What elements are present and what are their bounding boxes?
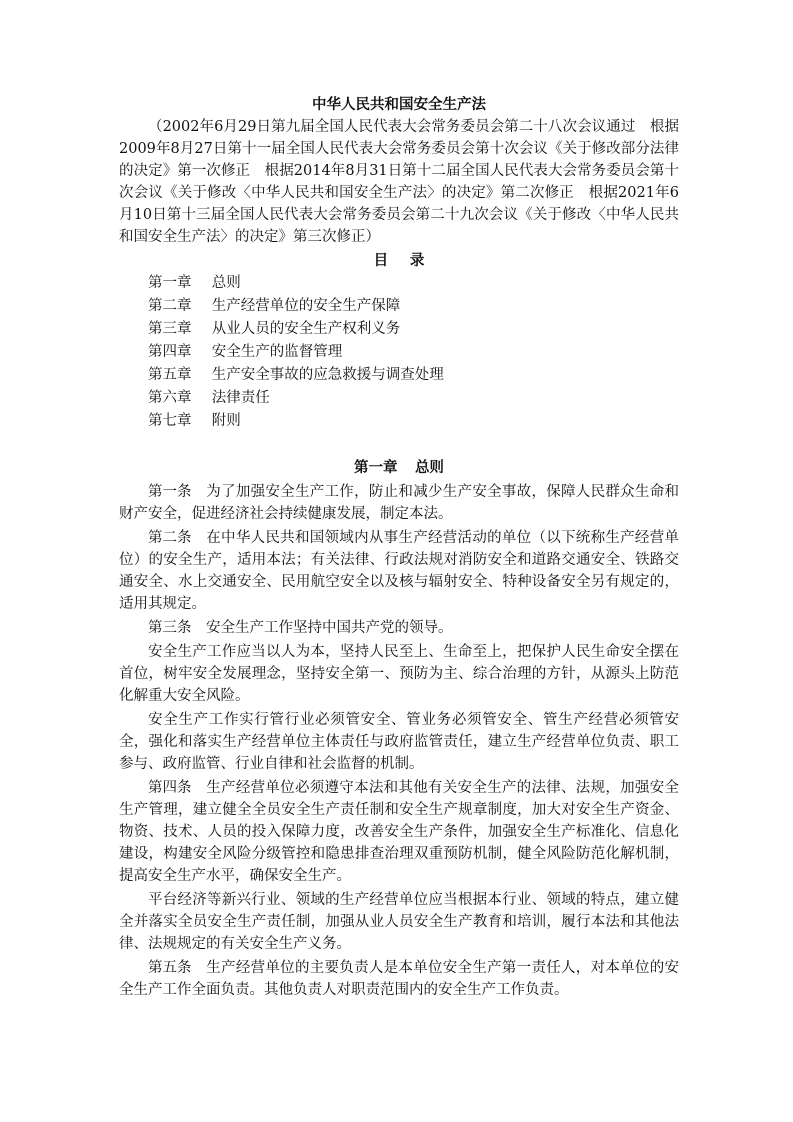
toc-item-number: 第三章 bbox=[148, 321, 192, 337]
chapter-number: 第一章 bbox=[354, 459, 398, 476]
article-text: 生产经营单位的主要负责人是本单位安全生产第一责任人，对本单位的安全生产工作全面负责。其他负责人对职责范围内的安全生产工作负责。 bbox=[119, 960, 679, 998]
article-text: 在中华人民共和国领域内从事生产经营活动的单位（以下统称生产经营单位）的安全生产，适用本法；有关法律、行政法规对消防安全和道路交通安全、铁路交通安全、水上交通安全、民用航空安全以及核与辐射安全、特种设备安全另有规定的，适用其规定。 bbox=[119, 530, 679, 612]
toc-item-title: 法律责任 bbox=[211, 390, 270, 406]
toc-item bbox=[119, 341, 679, 364]
toc-item-number: 第二章 bbox=[148, 298, 192, 314]
article-number: 第三条 bbox=[148, 620, 192, 636]
toc-item bbox=[119, 364, 679, 387]
document-page bbox=[119, 94, 679, 1003]
toc-item bbox=[119, 318, 679, 341]
article-paragraph bbox=[119, 481, 679, 525]
chapter-title: 总则 bbox=[414, 459, 444, 476]
toc-heading: 目录 bbox=[373, 252, 447, 269]
article-paragraph bbox=[119, 527, 679, 615]
article-paragraph bbox=[119, 641, 679, 707]
preface-note: （2002年6月29日第九届全国人民代表大会常务委员会第二十八次会议通过 根据2009年8月27日第十一届全国人民代表大会常务委员会第十次会议《关于修改部分法律的决定》第一次修正 根据2014年8月31日第十二届全国人民代表大会常务委员会第十次会议《关于修改〈中华人民共和国安全生产法〉的决定》第二次修正 根据2021年6月10日第十三届全国人民代表大会常务委员会第二十九次会议《关于修改〈中华人民共和国安全生产法〉的决定》第三次修正） bbox=[119, 119, 679, 245]
article-paragraph bbox=[119, 617, 679, 639]
toc-item bbox=[119, 295, 679, 318]
toc-item-title: 生产安全事故的应急救援与调查处理 bbox=[211, 367, 444, 383]
toc-item-number: 第六章 bbox=[148, 390, 192, 406]
article-paragraph bbox=[119, 709, 679, 775]
document-title: 中华人民共和国安全生产法 bbox=[312, 96, 486, 113]
toc-item-title: 总则 bbox=[211, 275, 241, 291]
toc-item bbox=[119, 272, 679, 295]
toc-item-title: 安全生产的监督管理 bbox=[211, 344, 343, 360]
article-paragraph bbox=[119, 957, 679, 1001]
article-number: 第四条 bbox=[148, 780, 192, 796]
toc-item-number: 第七章 bbox=[148, 413, 192, 429]
article-text: 安全生产工作实行管行业必须管安全、管业务必须管安全、管生产经营必须管安全，强化和落实生产经营单位主体责任与政府监管责任，建立生产经营单位负责、职工参与、政府监管、行业自律和社会监督的机制。 bbox=[119, 712, 679, 772]
toc-item-title: 生产经营单位的安全生产保障 bbox=[211, 298, 401, 314]
article-text: 生产经营单位必须遵守本法和其他有关安全生产的法律、法规，加强安全生产管理，建立健全全员安全生产责任制和安全生产规章制度，加大对安全生产资金、物资、技术、人员的投入保障力度，改善安全生产条件，加强安全生产标准化、信息化建设，构建安全风险分级管控和隐患排查治理双重预防机制，健全风险防范化解机制，提高安全生产水平，确保安全生产。 bbox=[119, 780, 679, 884]
article-text: 安全生产工作坚持中国共产党的领导。 bbox=[206, 620, 453, 636]
toc-item-title: 附则 bbox=[211, 413, 241, 429]
toc-item-number: 第一章 bbox=[148, 275, 192, 291]
article-number: 第二条 bbox=[148, 530, 192, 546]
toc-item-number: 第五章 bbox=[148, 367, 192, 383]
article-text: 安全生产工作应当以人为本，坚持人民至上、生命至上，把保护人民生命安全摆在首位，树牢安全发展理念，坚持安全第一、预防为主、综合治理的方针，从源头上防范化解重大安全风险。 bbox=[119, 644, 679, 704]
toc-item bbox=[119, 410, 679, 433]
article-number: 第一条 bbox=[148, 484, 192, 500]
toc-item-number: 第四章 bbox=[148, 344, 192, 360]
article-text: 为了加强安全生产工作，防止和减少生产安全事故，保障人民群众生命和财产安全，促进经济社会持续健康发展，制定本法。 bbox=[119, 484, 679, 522]
article-paragraph bbox=[119, 889, 679, 955]
toc-item-title: 从业人员的安全生产权利义务 bbox=[211, 321, 401, 337]
toc-item bbox=[119, 387, 679, 410]
article-text: 平台经济等新兴行业、领域的生产经营单位应当根据本行业、领域的特点，建立健全并落实全员安全生产责任制，加强从业人员安全生产教育和培训，履行本法和其他法律、法规规定的有关安全生产义务。 bbox=[119, 892, 679, 952]
table-of-contents bbox=[119, 272, 679, 433]
article-number: 第五条 bbox=[148, 960, 192, 976]
article-paragraph bbox=[119, 777, 679, 887]
chapter-heading bbox=[119, 457, 679, 479]
